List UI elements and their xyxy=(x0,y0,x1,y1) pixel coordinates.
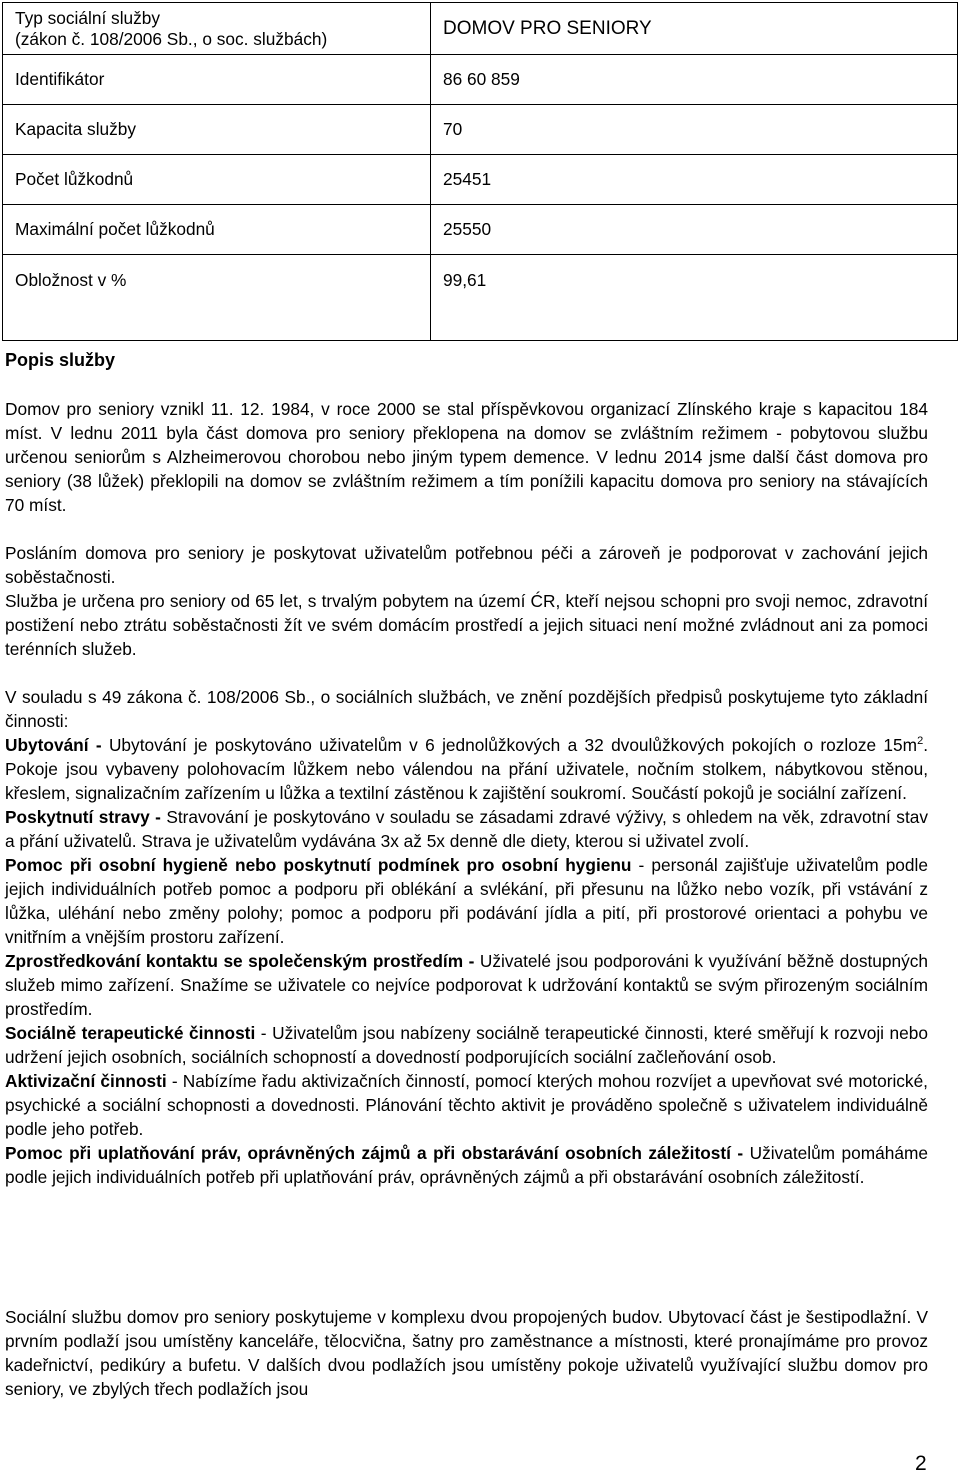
closing-paragraph: Sociální službu domov pro seniory poskytujeme v komplexu dvou propojených budov. Ubytovací část je šestipodlažní. V prvním podlaží jsou umístěny kanceláře, tělocvična, šatny pro zaměstnance a místnosti, které pronajímáme pro provoz kadeřnictví, pedikúry a bufetu. V dalších dvou podlažích jsou umístěny pokoje uživatelů využívající službu domov pro seniory, ve zbylých třech podlažích jsou xyxy=(5,1307,928,1399)
superscript: 2 xyxy=(917,735,924,748)
activity-text: - Uživatelům jsou nabízeny sociálně terapeutické činnosti, které směřují k rozvoji nebo udržení jejich osobních, sociálních schopností a dovedností podporujících sociální začleňování osob. xyxy=(5,1023,928,1067)
activity-term: Pomoc při uplatňování práv, oprávněných zájmů a při obstarávání osobních záležitostí - xyxy=(5,1143,744,1163)
intro-paragraph: Domov pro seniory vznikl 11. 12. 1984, v roce 2000 se stal příspěvkovou organizací Zlínského kraje s kapacitou 184 míst. V lednu 2011 byla část domova pro seniory překlopena na domov se zvláštním režimem - pobytovou službu určenou seniorům s Alzheimerovou chorobou nebo jiným typem demence. V lednu 2014 jsme další část domova pro seniory (38 lůžek) překlopili na domov se zvláštním režimem a tím ponížili kapacitu domova pro seniory na stávajících 70 míst. xyxy=(5,399,928,515)
row-label: Identifikátor xyxy=(3,55,431,105)
row-label: Typ sociální služby (zákon č. 108/2006 Sb., o soc. službách) xyxy=(3,3,431,55)
activity-term: Sociálně terapeutické činnosti xyxy=(5,1023,256,1043)
table-row xyxy=(3,255,958,341)
activity-text: Stravování je poskytováno v souladu se zásadami zdravé výživy, s ohledem na věk, zdravotní stav a přání uživatelů. Strava je uživatelům vydávána 3x až 5x denně dle diety, kterou si uživatel zvolí. xyxy=(5,807,928,851)
table-row xyxy=(3,155,958,205)
activity-term: Aktivizační činnosti xyxy=(5,1071,167,1091)
activity-text: Ubytování je poskytováno uživatelům v 6 jednolůžkových a 32 dvoulůžkových pokojích o rozloze 15m xyxy=(101,735,918,755)
target-group-paragraph: Služba je určena pro seniory od 65 let, s trvalým pobytem na území ĆR, kteří nejsou schopni pro svoji nemoc, zdravotní postižení nebo ztrátu soběstačnosti žít ve svém domácím prostředí a jejich situaci není možné zvládnout ani za pomoci terénních služeb. xyxy=(5,591,928,659)
table-row xyxy=(3,205,958,255)
activities-block xyxy=(5,685,928,1189)
row-value: 86 60 859 xyxy=(431,55,958,105)
activity-text: Uživatelé jsou podporováni k využívání běžně dostupných služeb mimo zařízení. Snažíme se uživatele co nejvíce podporovat k udržování kontaktů se svým přirozeným sociálním prostředím. xyxy=(5,951,928,1019)
table-row xyxy=(3,3,958,55)
table-row xyxy=(3,55,958,105)
section-heading: Popis služby xyxy=(5,350,116,370)
row-value: 99,61 xyxy=(431,255,958,341)
row-label: Obložnost v % xyxy=(3,255,431,341)
row-value: DOMOV PRO SENIORY xyxy=(431,3,958,55)
activity-item xyxy=(5,805,928,853)
row-label: Maximální počet lůžkodnů xyxy=(3,205,431,255)
activity-item xyxy=(5,733,928,805)
activity-text: Uživatelům pomáháme podle jejich individuálních potřeb při uplatňování práv, oprávněných zájmů a při obstarávání osobních záležitostí. xyxy=(5,1143,928,1187)
activity-text: - Nabízíme řadu aktivizačních činností, pomocí kterých mohou rozvíjet a upevňovat své motorické, psychické a sociální schopnosti a dovednosti. Plánování těchto aktivit je prováděno společně s uživatelem individuálně podle jeho potřeb. xyxy=(5,1071,928,1139)
table-row xyxy=(3,105,958,155)
row-value: 70 xyxy=(431,105,958,155)
activity-term: Ubytování - xyxy=(5,735,102,755)
mission-block xyxy=(5,541,928,661)
activity-item xyxy=(5,1021,928,1069)
mission-paragraph: Posláním domova pro seniory je poskytovat uživatelům potřebnou péči a zároveň je podporovat v zachování jejich soběstačnosti. xyxy=(5,543,928,587)
row-label: Kapacita služby xyxy=(3,105,431,155)
activity-text: - personál zajišťuje uživatelům podle jejich individuálních potřeb pomoc a podporu při oblékání a svlékání, při přesunu na lůžko nebo vozík, při vstávání z lůžka, uléhání nebo změny polohy; pomoc a podporu při podávání jídla a pití, při prostorové orientaci a pohybu ve vnitřním a vnějším prostoru zařízení. xyxy=(5,855,928,947)
row-value: 25550 xyxy=(431,205,958,255)
row-label: Počet lůžkodnů xyxy=(3,155,431,205)
activity-term: Zprostředkování kontaktu se společenským prostředím - xyxy=(5,951,475,971)
page-number: 2 xyxy=(915,1452,927,1475)
activity-item xyxy=(5,1141,928,1189)
activity-text-cont: . Pokoje jsou vybaveny polohovacím lůžkem nebo válendou na přání uživatele, nočním stolkem, nábytkovou stěnou, křeslem, signalizačním zařízením u lůžka a textilní zástěnou k zajištění soukromí. Součástí pokojů je sociální zařízení. xyxy=(5,735,928,803)
activity-term: Pomoc při osobní hygieně nebo poskytnutí podmínek pro osobní hygienu xyxy=(5,855,632,875)
activity-item xyxy=(5,949,928,1021)
activity-item xyxy=(5,853,928,949)
activity-term: Poskytnutí stravy - xyxy=(5,807,161,827)
activities-intro: V souladu s 49 zákona č. 108/2006 Sb., o sociálních službách, ve znění pozdějších předpisů poskytujeme tyto základní činnosti: xyxy=(5,687,928,731)
service-info-table xyxy=(2,2,958,341)
activity-item xyxy=(5,1069,928,1141)
row-value: 25451 xyxy=(431,155,958,205)
